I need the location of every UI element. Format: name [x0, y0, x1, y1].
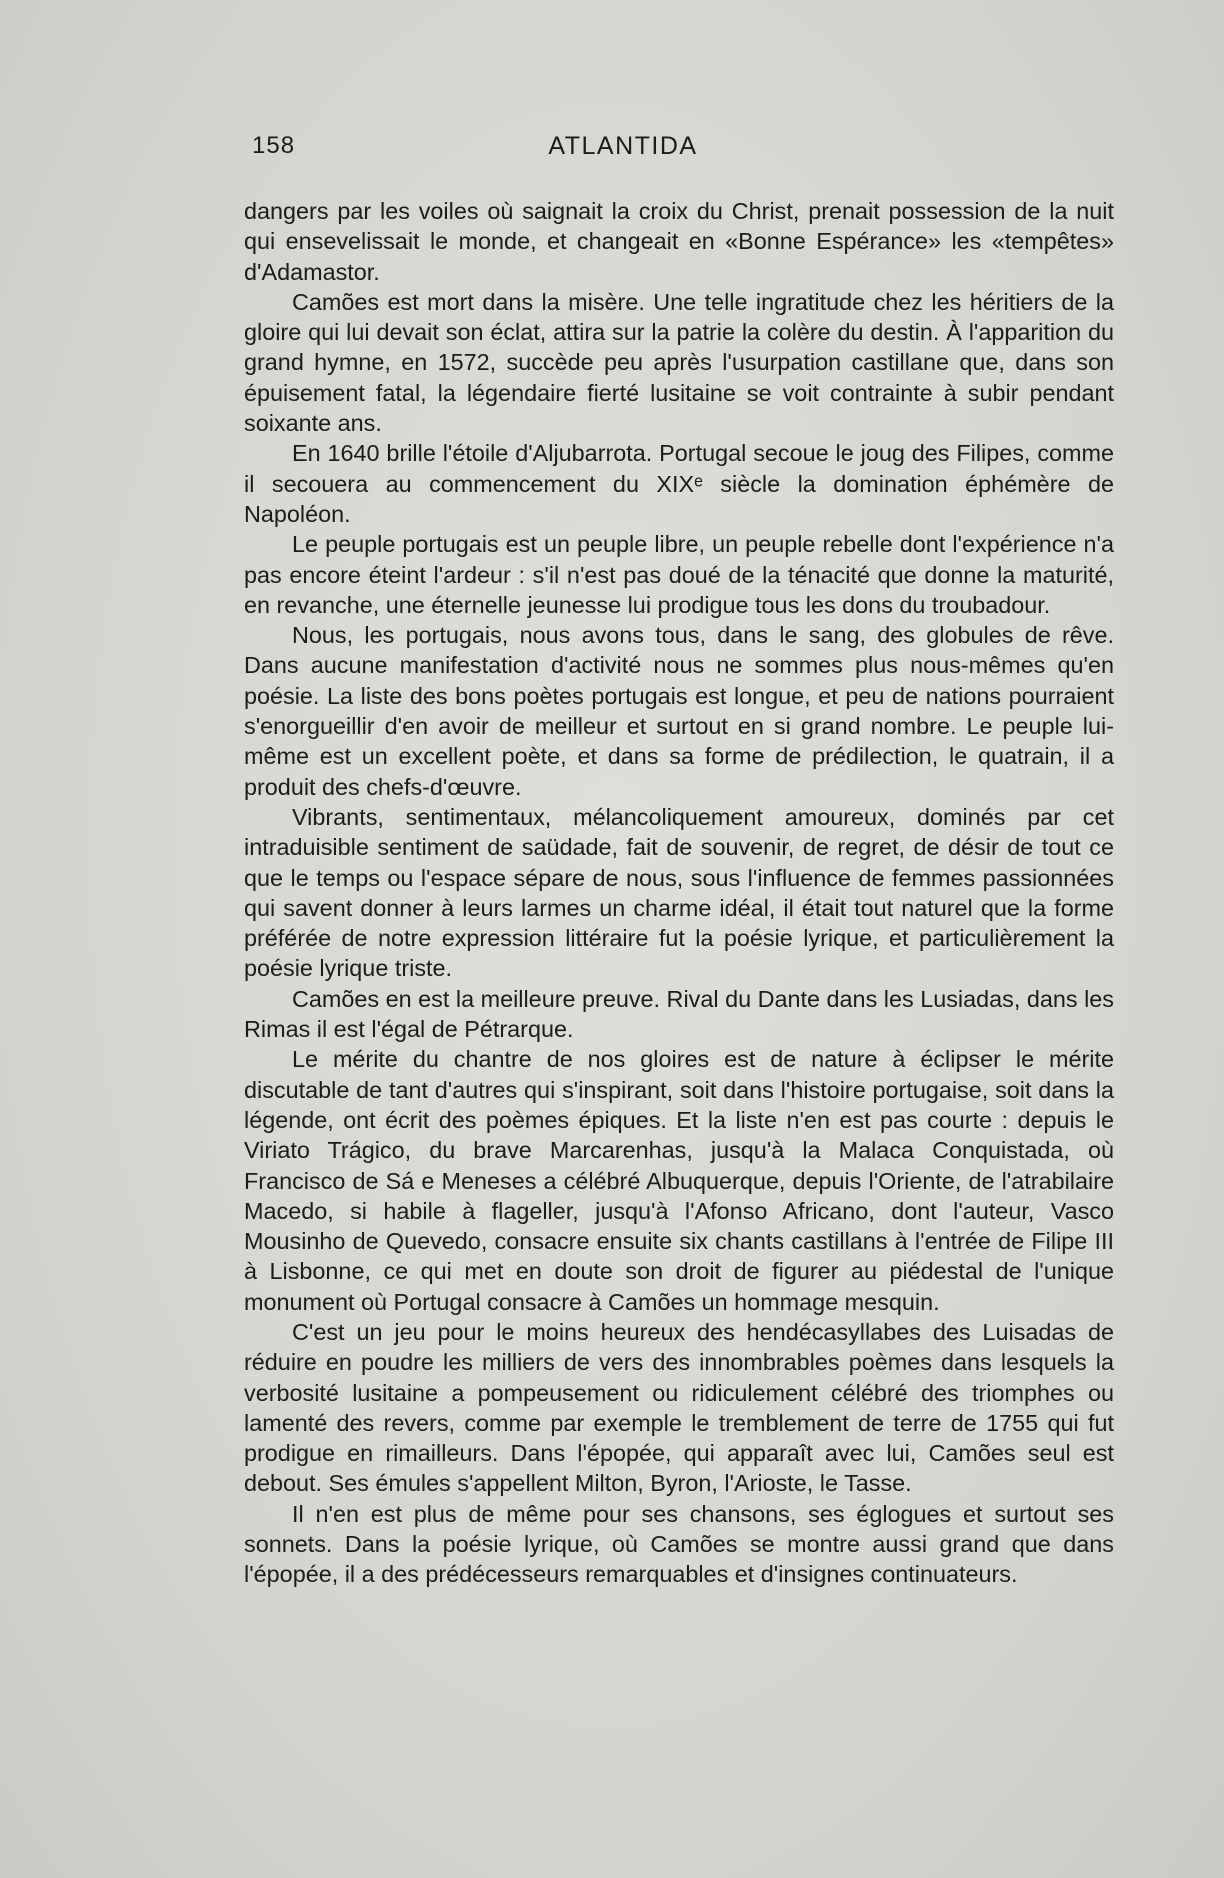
paragraph-7: Camões en est la meilleure preuve. Rival du Dante dans les Lusiadas, dans les Rimas il est l'égal de Pétrarque. — [244, 985, 1114, 1043]
paragraph-10: Il n'en est plus de même pour ses chansons, ses églogues et surtout ses sonnets. Dans la poésie lyrique, où Camões se montre aussi grand que dans l'épopée, il a des prédécesseurs remarquables et d'insignes continuateurs. — [244, 1500, 1114, 1588]
paragraph-6: Vibrants, sentimentaux, mélancoliquement amoureux, dominés par cet intraduisible sentiment de saüdade, fait de souvenir, de regret, de désir de tout ce que le temps ou l'espace sépare de nous, sous l'influence de femmes passionnées qui savent donner à leurs larmes un charme idéal, il était tout naturel que la forme préférée de notre expression littéraire fut la poésie lyrique, et particulièrement la poésie lyrique triste. — [244, 803, 1114, 982]
paragraph-1: dangers par les voiles où saignait la croix du Christ, prenait possession de la nuit qui ensevelissait le monde, et changeait en «Bonne Espérance» les «tempêtes» d'Adamastor. — [244, 198, 1114, 285]
page-number: 158 — [252, 132, 296, 159]
body-text — [244, 196, 1114, 1590]
page-header — [248, 132, 1118, 172]
paragraph-9: C'est un jeu pour le moins heureux des hendécasyllabes des Luisadas de réduire en poudre les milliers de vers des innombrables poèmes dans lesquels la verbosité lusitaine a pompeusement ou ridiculement célébré des triomphes ou lamenté des revers, comme par exemple le tremblement de terre de 1755 qui fut prodigue en rimailleurs. Dans l'épopée, qui apparaît avec lui, Camões seul est debout. Ses émules s'appellent Milton, Byron, l'Arioste, le Tasse. — [244, 1318, 1114, 1497]
paragraph-3: En 1640 brille l'étoile d'Aljubarrota. Portugal secoue le joug des Filipes, comme il secouera au commencement du XIXᵉ siècle la domination éphémère de Napoléon. — [244, 440, 1114, 527]
paragraph-4: Le peuple portugais est un peuple libre, un peuple rebelle dont l'expérience n'a pas encore éteint l'ardeur : s'il n'est pas doué de la ténacité que donne la maturité, en revanche, une éternelle jeunesse lui prodigue tous les dons du troubadour. — [244, 531, 1114, 618]
running-title: ATLANTIDA — [548, 132, 698, 160]
paragraph-5: Nous, les portugais, nous avons tous, dans le sang, des globules de rêve. Dans aucune manifestation d'activité nous ne sommes plus nous-mêmes qu'en poésie. La liste des bons poètes portugais est longue, et peu de nations pourraient s'enorgueillir d'en avoir de meilleur et surtout en si grand nombre. Le peuple lui-même est un excellent poète, et dans sa forme de prédilection, le quatrain, il a produit des chefs-d'œuvre. — [244, 622, 1114, 800]
paragraph-8: Le mérite du chantre de nos gloires est de nature à éclipser le mérite discutable de tant d'autres qui s'inspirant, soit dans l'histoire portugaise, soit dans la légende, ont écrit des poèmes épiques. Et la liste n'en est pas courte : depuis le Viriato Trágico, du brave Marcarenhas, jusqu'à la Malaca Conquistada, où Francisco de Sá e Meneses a célébré Albuquerque, depuis l'Oriente, de l'atrabilaire Macedo, si habile à flageller, jusqu'à l'Afonso Africano, dont l'auteur, Vasco Mousinho de Quevedo, consacre ensuite six chants castillans à l'entrée de Filipe III à Lisbonne, ce qui met en doute son droit de figurer au piédestal de l'unique monument où Portugal consacre à Camões un hommage mesquin. — [244, 1046, 1114, 1315]
paragraph-2: Camões est mort dans la misère. Une telle ingratitude chez les héritiers de la gloire qui lui devait son éclat, attira sur la patrie la colère du destin. À l'apparition du grand hymne, en 1572, succède peu après l'usurpation castillane que, dans son épuisement fatal, la légendaire fierté lusitaine se voit contrainte à subir pendant soixante ans. — [244, 288, 1114, 437]
